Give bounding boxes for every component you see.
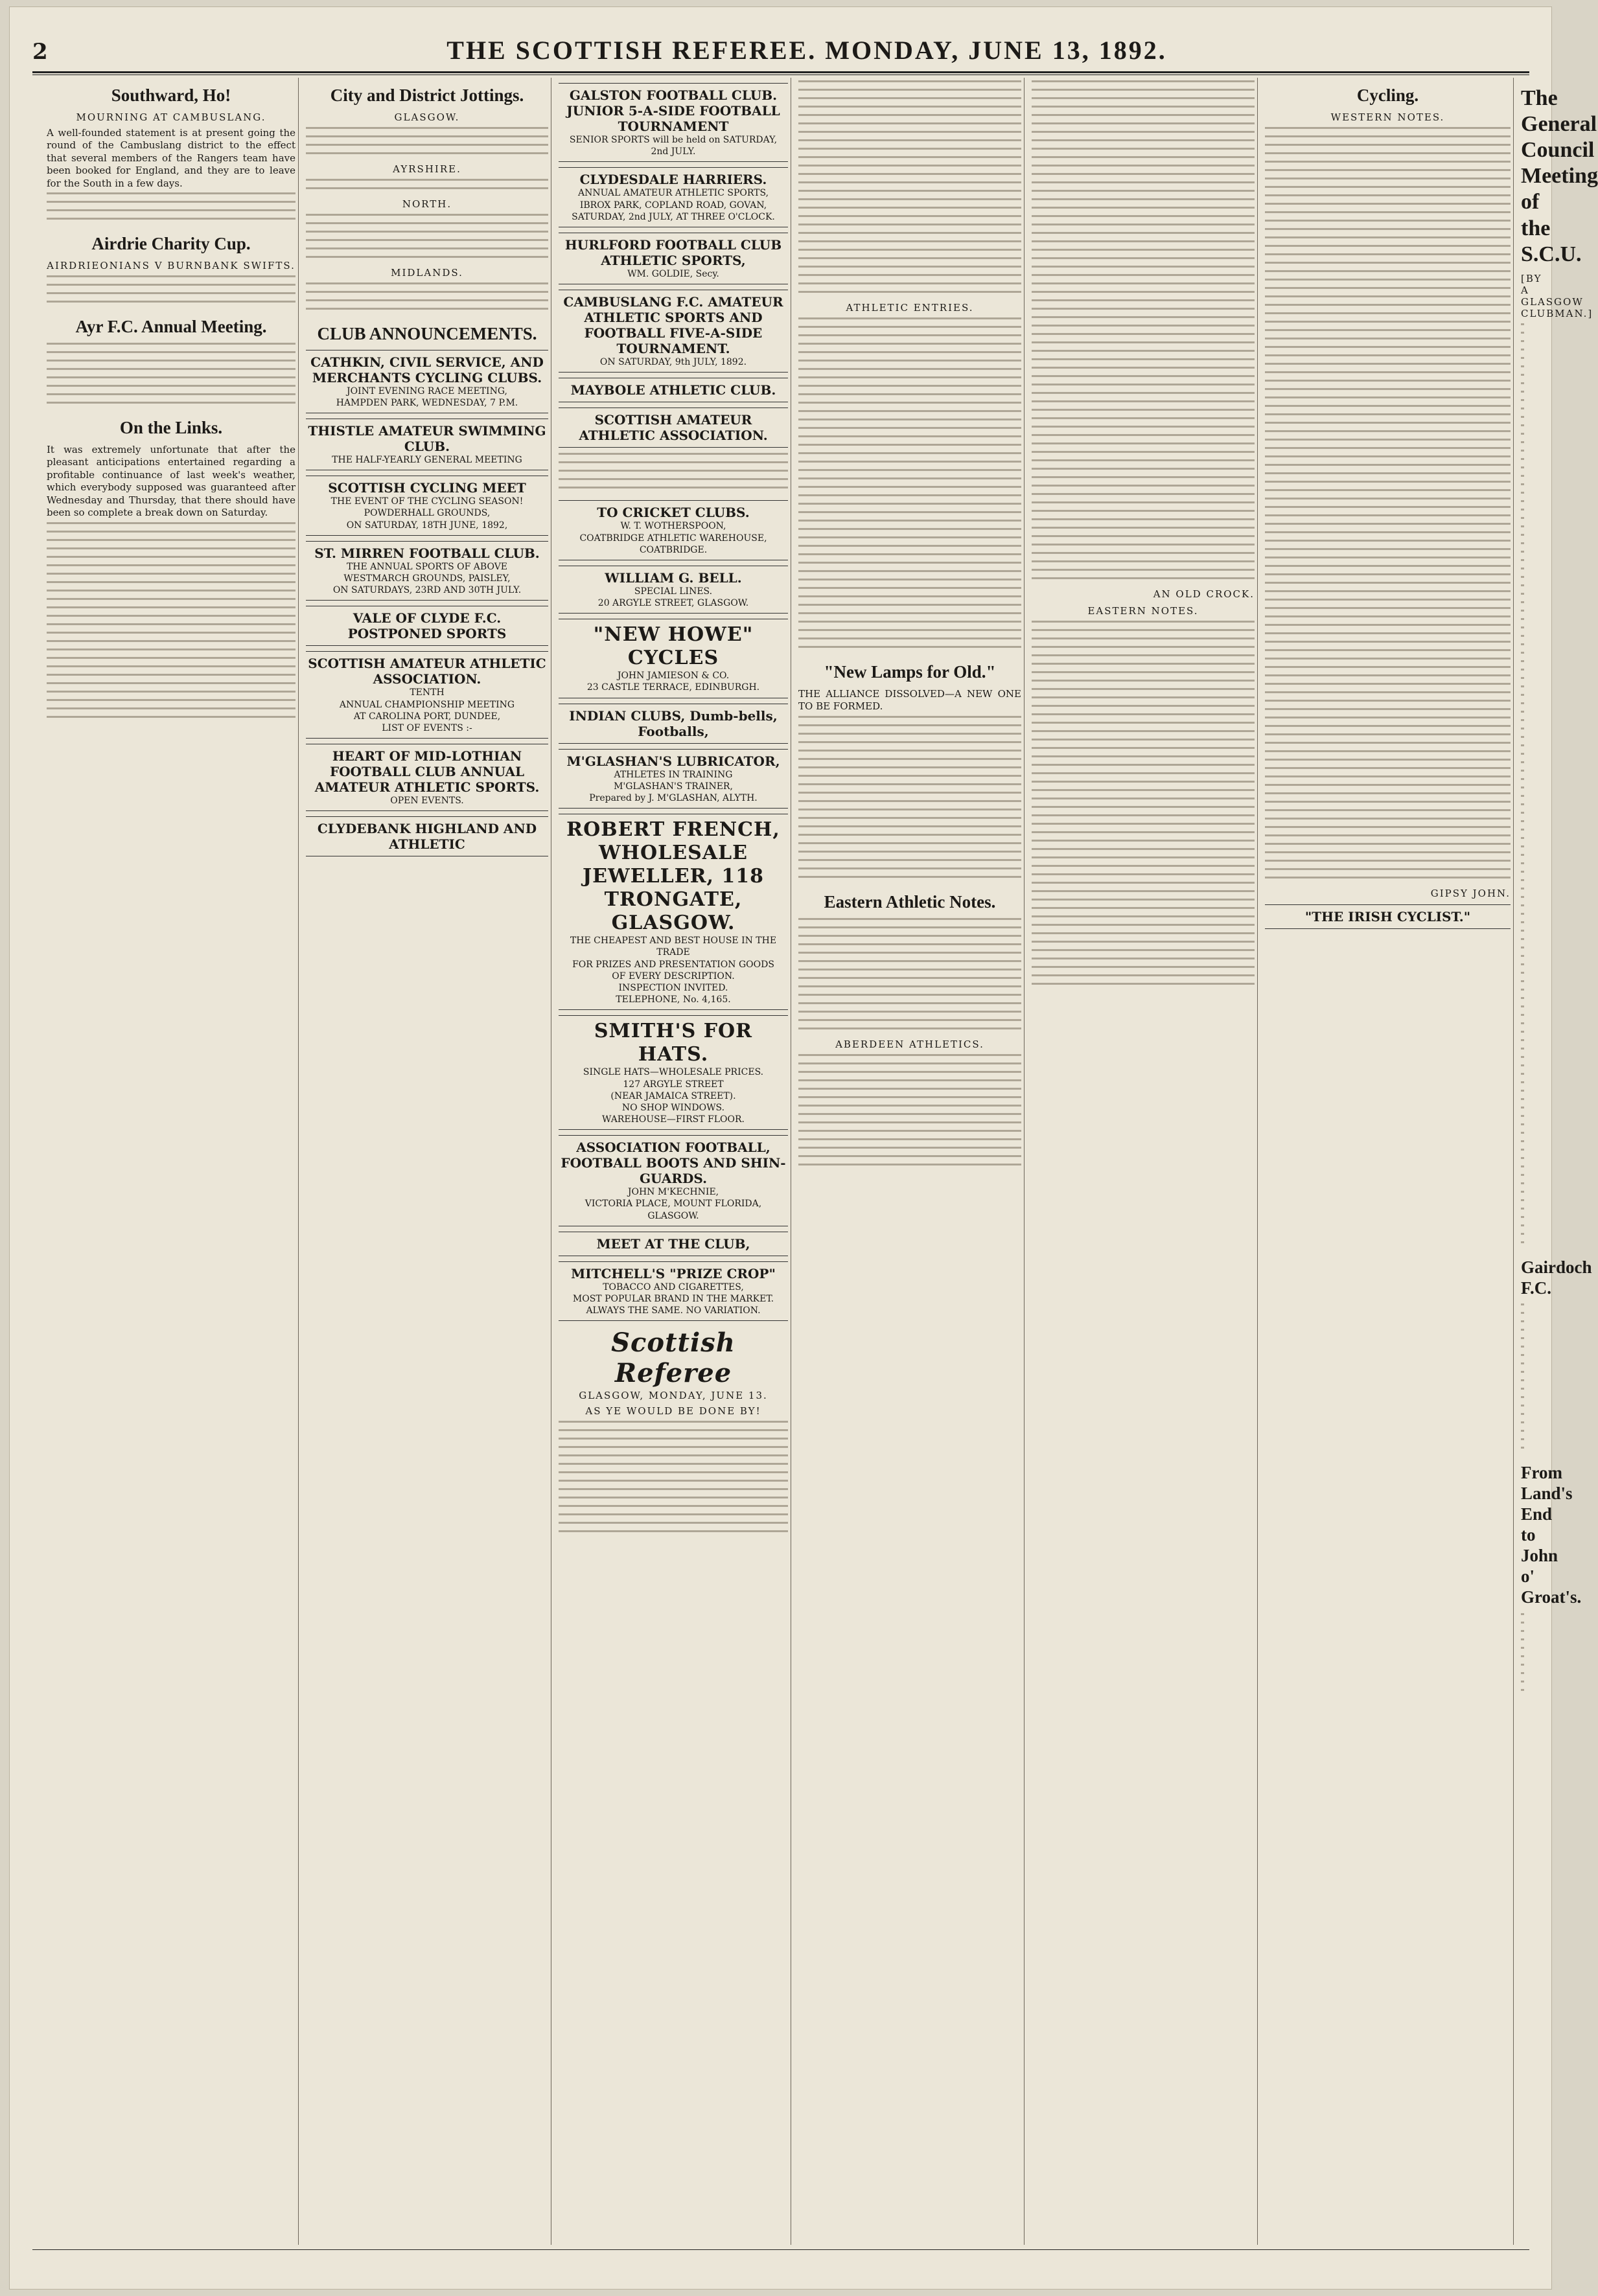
section-headline: Gairdoch F.C.: [1521, 1257, 1592, 1298]
advertisement-line: ANNUAL CHAMPIONSHIP MEETING: [339, 699, 515, 710]
illegible-body-text: [306, 179, 548, 196]
masthead-logo: Scottish Referee: [611, 1327, 735, 1389]
advertisement-line: COATBRIDGE ATHLETIC WAREHOUSE,: [579, 533, 767, 544]
advertisement: [306, 419, 548, 470]
advertisement-title: "THE IRISH CYCLIST.": [1304, 908, 1471, 924]
section-subhead: ATHLETIC ENTRIES.: [846, 302, 974, 314]
advertisement-line: JOHN M'KECHNIE,: [627, 1187, 719, 1198]
section-subhead: MIDLANDS.: [391, 266, 463, 279]
advertisement-title: CLYDESDALE HARRIERS.: [579, 172, 767, 188]
advertisement: [559, 378, 788, 402]
advertisement-line: SPECIAL LINES.: [634, 586, 713, 597]
section-headline: Southward, Ho!: [111, 86, 231, 105]
illegible-body-text: [798, 716, 1021, 884]
advertisement-line: 23 CASTLE TERRACE, EDINBURGH.: [586, 682, 760, 693]
section-subhead: WESTERN NOTES.: [1330, 111, 1445, 123]
illegible-body-text: [798, 317, 1021, 654]
advertisement-line: TENTH: [410, 687, 445, 698]
illegible-body-text: [306, 282, 548, 316]
advertisement-title: MITCHELL'S "PRIZE CROP": [571, 1265, 776, 1281]
illegible-body-text: [47, 192, 295, 226]
section-headline: The General Council Meeting of the S.C.U.: [1521, 86, 1598, 266]
advertisement-line: WAREHOUSE—FIRST FLOOR.: [602, 1114, 745, 1125]
section-headline: "New Lamps for Old.": [824, 662, 996, 682]
advertisement-line: POWDERHALL GROUNDS,: [364, 508, 491, 519]
advertisement-title: HURLFORD FOOTBALL CLUB ATHLETIC SPORTS,: [564, 236, 782, 268]
masthead: [32, 35, 1529, 70]
illegible-body-text: [47, 275, 295, 309]
illegible-body-text: [1521, 323, 1524, 1250]
advertisement-title: INDIAN CLUBS, Dumb-bells, Footballs,: [569, 707, 778, 739]
illegible-body-text: [798, 918, 1021, 1036]
advertisement-line: LIST OF EVENTS :-: [382, 722, 472, 733]
advertisement-line: HAMPDEN PARK, WEDNESDAY, 7 P.M.: [336, 397, 518, 408]
advertisement-line: THE HALF-YEARLY GENERAL MEETING: [332, 455, 522, 466]
advertisement-title: MAYBOLE ATHLETIC CLUB.: [570, 382, 776, 398]
column-divider: [298, 78, 299, 2245]
advertisement-line: OF EVERY DESCRIPTION.: [612, 970, 735, 982]
advertisement-line: Prepared by J. M'GLASHAN, ALYTH.: [589, 793, 758, 803]
advertisement-title: HEART OF MID-LOTHIAN FOOTBALL CLUB ANNUAL AMATEUR ATHLETIC SPORTS.: [314, 748, 540, 796]
illegible-body-text: [47, 522, 295, 724]
column-2: [301, 78, 553, 2245]
advertisement-title: WILLIAM G. BELL.: [605, 569, 742, 586]
advertisement-title: SCOTTISH AMATEUR ATHLETIC ASSOCIATION.: [579, 412, 768, 444]
section-headline: CLUB ANNOUNCEMENTS.: [317, 323, 537, 343]
advertisement: [306, 606, 548, 646]
advertisement-title: CATHKIN, CIVIL SERVICE, AND MERCHANTS CYCLING CLUBS.: [310, 354, 544, 385]
section-subhead: [BY A GLASGOW CLUBMAN.]: [1521, 272, 1593, 319]
section-subhead: NORTH.: [402, 198, 452, 210]
advertisement-line: JOHN JAMIESON & CO.: [617, 671, 730, 682]
advertisement: [306, 541, 548, 601]
advertisement: [306, 651, 548, 739]
column-divider: [1257, 78, 1258, 2245]
bottom-rule: [32, 2249, 1529, 2250]
illegible-body-text: [559, 453, 788, 495]
advertisement-line: WM. GOLDIE, Secy.: [627, 268, 719, 279]
illegible-body-text: [798, 1054, 1021, 1172]
column-3: [553, 78, 793, 2245]
advertisement: [559, 1135, 788, 1226]
advertisement: [559, 500, 788, 560]
advertisement-line: ANNUAL AMATEUR ATHLETIC SPORTS,: [577, 188, 769, 199]
illegible-body-text: [306, 127, 548, 161]
advertisement-title: ROBERT FRENCH, WHOLESALE JEWELLER, 118 TRONGATE, GLASGOW.: [566, 818, 780, 935]
column-5: [1026, 78, 1260, 2245]
advertisement: [559, 1015, 788, 1130]
advertisement-title: ASSOCIATION FOOTBALL, FOOTBALL BOOTS AND SHIN-GUARDS.: [561, 1140, 786, 1187]
section-subhead: AIRDRIEONIANS V BURNBANK SWIFTS.: [47, 260, 295, 272]
advertisement: [559, 83, 788, 162]
section-subhead: EASTERN NOTES.: [1087, 605, 1199, 617]
column-1: [41, 78, 301, 2245]
advertisement-line: ATHLETES IN TRAINING: [614, 769, 733, 780]
advertisement-line: ALWAYS THE SAME. NO VARIATION.: [586, 1305, 761, 1316]
advertisement-line: THE EVENT OF THE CYCLING SEASON!: [330, 496, 524, 507]
section-headline: Cycling.: [1356, 86, 1419, 105]
advertisement: [559, 233, 788, 284]
advertisement-line: TOBACCO AND CIGARETTES,: [603, 1281, 744, 1292]
advertisement: [559, 1261, 788, 1322]
advertisement-line: COATBRIDGE.: [639, 544, 708, 555]
advertisement-title: TO CRICKET CLUBS.: [597, 505, 750, 521]
advertisement-title: MEET AT THE CLUB,: [596, 1235, 750, 1252]
advertisement-title: CAMBUSLANG F.C. AMATEUR ATHLETIC SPORTS AND FOOTBALL FIVE-A-SIDE TOURNAMENT.: [563, 294, 783, 357]
advertisement-title: SCOTTISH CYCLING MEET: [328, 480, 526, 496]
advertisement-line: WESTMARCH GROUNDS, PAISLEY,: [343, 573, 511, 584]
advertisement-line: TELEPHONE, No. 4,165.: [616, 994, 731, 1005]
advertisement-title: M'GLASHAN'S LUBRICATOR,: [566, 753, 780, 769]
advertisement: [559, 704, 788, 744]
advertisement: [559, 814, 788, 1010]
advertisement: [559, 167, 788, 227]
advertisement-line: AT CAROLINA PORT, DUNDEE,: [353, 711, 501, 722]
advertisement-title: VALE OF CLYDE F.C. POSTPONED SPORTS: [347, 610, 507, 642]
section-subhead: AS YE WOULD BE DONE BY!: [585, 1405, 761, 1418]
illegible-body-text: [559, 1421, 788, 1539]
advertisement: [306, 744, 548, 811]
section-subhead: MOURNING AT CAMBUSLANG.: [76, 111, 266, 123]
section-headline: Ayr F.C. Annual Meeting.: [75, 317, 267, 337]
section-headline: Eastern Athletic Notes.: [824, 891, 996, 912]
advertisement: [559, 619, 788, 698]
advertisement-line: M'GLASHAN'S TRAINER,: [614, 781, 733, 792]
author-signature: AN OLD CROCK.: [1153, 588, 1255, 600]
advertisement: [306, 350, 548, 413]
advertisement-line: JOINT EVENING RACE MEETING,: [347, 385, 507, 396]
section-subhead: AYRSHIRE.: [393, 163, 461, 175]
advertisement-line: THE CHEAPEST AND BEST HOUSE IN THE TRADE: [570, 936, 777, 958]
advertisement-line: (NEAR JAMAICA STREET).: [610, 1090, 736, 1101]
illegible-body-text: [1032, 80, 1255, 586]
advertisement-title: "NEW HOWE" CYCLES: [593, 623, 754, 670]
advertisement-line: W. T. WOTHERSPOON,: [620, 521, 726, 532]
advertisement-line: SATURDAY, 2nd JULY, AT THREE O'CLOCK.: [572, 211, 775, 222]
advertisement-line: OPEN EVENTS.: [390, 796, 464, 807]
masthead-title: THE SCOTTISH REFEREE. MONDAY, JUNE 13, 1892.: [446, 36, 1167, 65]
advertisement-line: NO SHOP WINDOWS.: [621, 1102, 725, 1113]
section-headline: Airdrie Charity Cup.: [91, 234, 251, 254]
column-7: [1516, 78, 1598, 2245]
advertisement-line: SENIOR SPORTS will be held on SATURDAY, 2nd JULY.: [569, 135, 778, 157]
section-subhead: GLASGOW.: [394, 111, 460, 123]
page-number: 2: [32, 39, 48, 65]
advertisement-line: ON SATURDAY, 9th JULY, 1892.: [599, 357, 747, 368]
advertisement: [306, 816, 548, 856]
illegible-body-text: [798, 80, 1021, 299]
advertisement-line: ON SATURDAY, 18TH JUNE, 1892,: [346, 520, 508, 531]
advertisement-title: THISTLE AMATEUR SWIMMING CLUB.: [308, 423, 546, 455]
section-subhead: ABERDEEN ATHLETICS.: [835, 1038, 984, 1050]
advertisement-title: GALSTON FOOTBALL CLUB. JUNIOR 5-A-SIDE FOOTBALL TOURNAMENT: [566, 87, 780, 134]
illegible-body-text: [306, 214, 548, 264]
column-4: [793, 78, 1026, 2245]
advertisement-line: IBROX PARK, COPLAND ROAD, GOVAN,: [579, 200, 767, 211]
illegible-body-text: [47, 343, 295, 410]
illegible-body-text: [1521, 1613, 1524, 1697]
advertisement-line: 20 ARGYLE STREET, GLASGOW.: [597, 598, 749, 609]
advertisement-line: SINGLE HATS—WHOLESALE PRICES.: [583, 1067, 764, 1078]
illegible-body-text: [1265, 127, 1511, 885]
advertisement: [559, 566, 788, 614]
dateline: GLASGOW, MONDAY, JUNE 13.: [579, 1390, 768, 1402]
advertisement-line: MOST POPULAR BRAND IN THE MARKET.: [572, 1294, 774, 1304]
column-6: [1260, 78, 1516, 2245]
advertisement: [559, 749, 788, 809]
advertisement: [1265, 904, 1511, 929]
illegible-body-text: [1032, 621, 1255, 991]
advertisement-line: INSPECTION INVITED.: [618, 982, 728, 993]
advertisement: [559, 290, 788, 373]
body-paragraph: THE ALLIANCE DISSOLVED—A NEW ONE TO BE FORMED.: [798, 687, 1021, 713]
advertisement-title: SCOTTISH AMATEUR ATHLETIC ASSOCIATION.: [308, 656, 546, 687]
advertisement: [306, 476, 548, 536]
column-divider: [1513, 78, 1514, 2245]
masthead-rule: [32, 71, 1529, 73]
illegible-body-text: [1521, 1303, 1524, 1455]
advertisement: [559, 1232, 788, 1256]
author-signature: GIPSY JOHN.: [1430, 887, 1511, 899]
advertisement-title: CLYDEBANK HIGHLAND AND ATHLETIC: [317, 821, 537, 853]
advertisement-line: VICTORIA PLACE, MOUNT FLORIDA, GLASGOW.: [585, 1199, 762, 1221]
section-headline: On the Links.: [119, 418, 223, 438]
advertisement-line: ON SATURDAYS, 23RD AND 30TH JULY.: [332, 585, 522, 596]
newspaper-page: [9, 6, 1598, 2290]
section-headline: City and District Jottings.: [330, 86, 524, 105]
section-headline: From Land's End to John o' Groat's.: [1521, 1463, 1582, 1607]
column-divider: [1024, 78, 1025, 2245]
advertisement-line: FOR PRIZES AND PRESENTATION GOODS: [572, 959, 774, 970]
advertisement-title: ST. MIRREN FOOTBALL CLUB.: [314, 545, 540, 561]
advertisement-title: SMITH'S FOR HATS.: [594, 1020, 753, 1066]
body-paragraph: It was extremely unfortunate that after the pleasant anticipations entertained regarding a profitable continuance of last week's weather, which everybody supposed was guaranteed after Wednesday and Thursday, that there should have been so complete a break down on Saturday.: [47, 443, 295, 519]
advertisement-line: THE ANNUAL SPORTS OF ABOVE: [346, 561, 508, 572]
advertisement-line: 127 ARGYLE STREET: [623, 1079, 724, 1090]
advertisement: [559, 408, 788, 448]
body-paragraph: A well-founded statement is at present going the round of the Cambuslang district to the effect that several members of the Rangers team have been booked for England, and they are to leave for the South in a few days.: [47, 126, 295, 189]
